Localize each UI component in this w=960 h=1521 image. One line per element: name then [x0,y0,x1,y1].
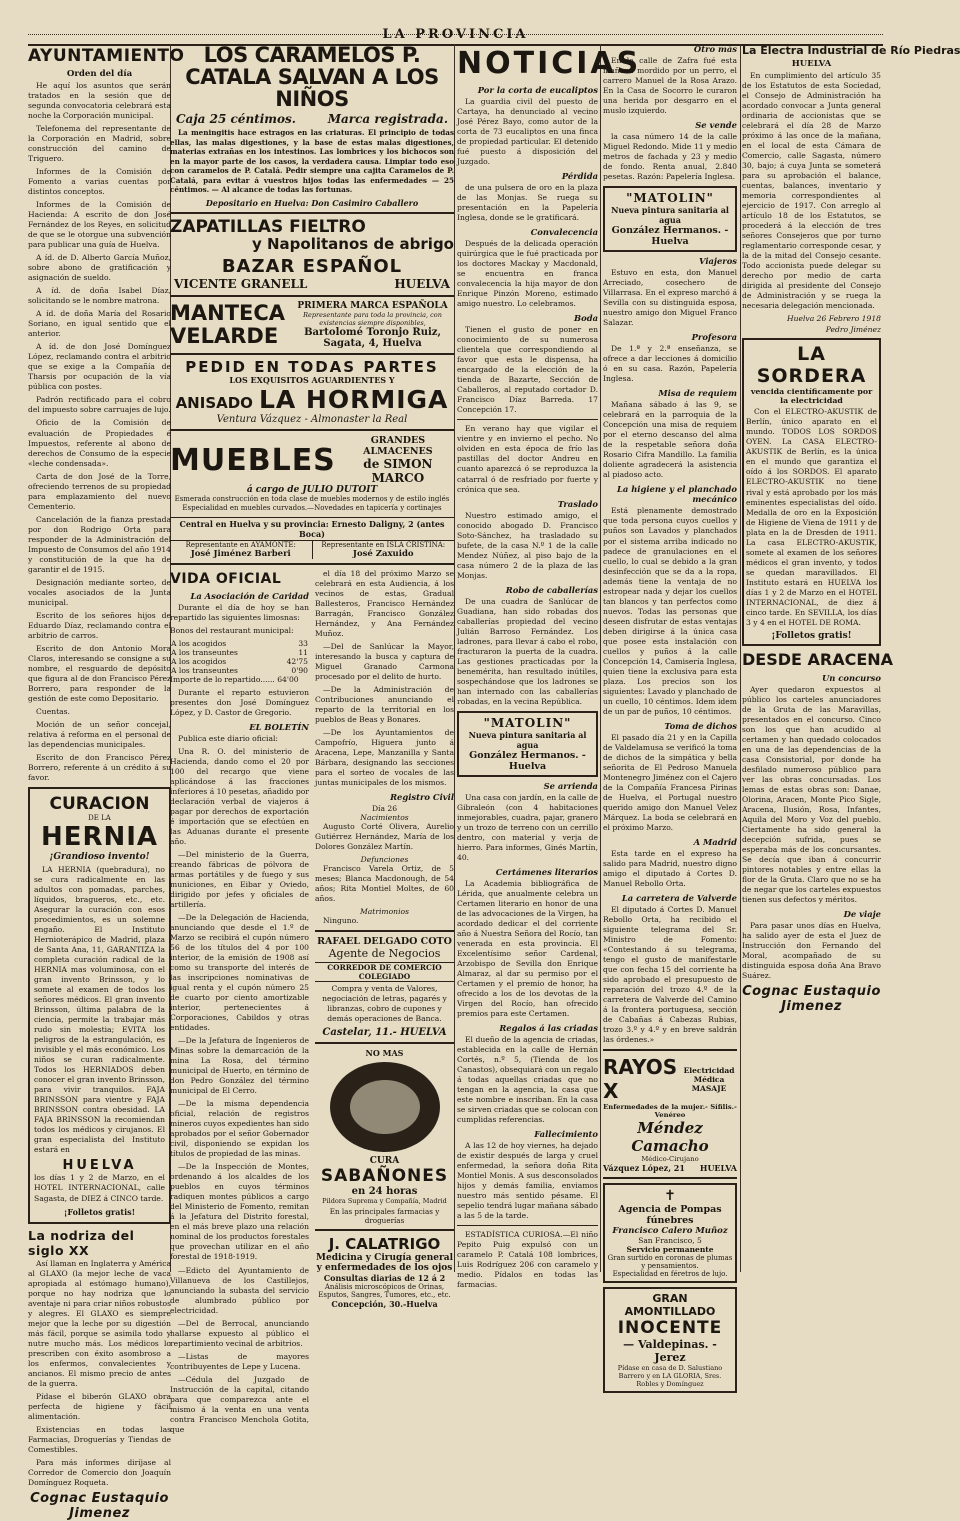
column-4 [600,44,740,1389]
ayuntamiento-heading: AYUNTAMIENTO [28,46,185,66]
representantes-row [170,541,454,559]
mid-paragraph: —De los Ayuntamientos de Campofrío, Higuera junto á Aracena, Lepe, Manzanilla y Santa Bárbara, designando las secciones para el sorteo de vocales de las juntas municipales de los mismos. [315,727,454,787]
coto-role: Agente de Negocios [328,947,441,961]
matolin-line: Nueva pintura sanitaria al agua [468,729,587,750]
divider [315,1229,454,1231]
caridad-close: Durante el reparto estuvieron presentes don José Domínguez López, y D. Castor de Gregorio. [170,687,309,717]
news-paragraph: Esta tarde en el expreso ha salido para Madrid, nuestro digno amigo el diputado á Cortes D. Manuel Rebollo Orta. [603,848,737,888]
muebles-header [170,435,454,485]
news-paragraph: Estuvo en esta, don Manuel Arreciado, cosechero de Villarrasa. En el expreso marchó á Sevilla con su distinguida esposa, nuestro amigo don Miguel Franco Salazar. [603,268,737,328]
news-paragraph: A las 12 de hoy viernes, ha dejado de existir después de larga y cruel enfermedad, la señora doña Rita Montiel Monis. A sus desconsolados hijos y demás familia, enviamos nuestro más sentido pésame. El sepelio tendrá lugar mañana sábado a las 5 de la tarde. [457,1141,598,1221]
news-paragraph: En la calle de Zafra fué esta mañana mordido por un perro, el carrero Manuel de la Rosa Arazo. En la Casa de Socorro le curaron una herida por desgarro en el muslo izquierdo. [603,56,737,116]
mid-paragraph: —Del de Sanlúcar la Mayor, interesando la busca y captura de Miguel Granado Carmona procesado por el delito de hurto. [315,641,454,681]
caridad-bonos: Bonos del restaurant municipal: [170,625,294,635]
pompas-coronas: Gran surtido en coronas de plumas y pensamientos. [607,1254,733,1271]
castelar-address: Castelar, 11.- HUELVA [322,1027,447,1039]
rep-cristina [313,541,455,559]
news-paragraph: la casa número 14 de la calle Miguel Redondo. Mide 11 y medio metros de fachada y 23 y medio de fondo. Renta anual, 2.840 pesetas. Razón: Papelería Inglesa. [603,132,737,182]
muebles-word: MUEBLES [170,442,336,478]
table-cell: 11 [298,647,308,657]
news-heading: Toma de dichos [664,720,737,731]
mendez-street: Vázquez López, 21 [603,1163,685,1174]
hernia-title: CURACION [49,794,150,815]
orden-del-dia-heading: Orden del día [66,69,133,79]
boletin-paragraph: Publica este diario oficial: [178,733,278,743]
news-heading: Robo de caballerías [505,584,598,595]
industrial-body: En cumplimiento del artículo 35 de los Estatutos de esta Sociedad, el Consejo de Administración ha acordado convocar a Junta general ordinaria de accionistas que se celebrará el día 28 de Marzo próximo á las once de la mañana, en el local de esta Cámara de Comercio, calle Sagasta, número 30, bajo; á cuya Junta se someterá para su aprobación el balance, cuentas, balances, inventario y memoria correspondientes al ejercicio de 1917. Con arreglo al artículo 18 de los Estatutos, se procederá á la elección de tres señores Consejeros que por turno reglamentario corresponde cesar, y la de la mitad del Consejo cesante. Todo accionista puede delegar su derecho por medio de carta dirigida al presidente del Consejo de Administración y se ruega la necesaria delegación mencionada. [742,71,881,311]
de-viaje-body: Para pasar unos días en Huelva, ha salido ayer de esta el Juez de Instrucción don Fernando del Moral, acompañado de su distinguida esposa doña Ana Bravo Suárez. [742,921,881,981]
registro-civil-heading: Registro Civil [390,791,454,802]
divider [315,1042,454,1044]
calatrigo-line-4: Análisis microscópicos de Orinas, Esputos, Sangres, Tumores, etc., etc. [318,1283,451,1300]
sordera-body: Con el ELECTRO-AKUSTIK de Berlín, único aparato en el mundo. TODOS LOS SORDOS OYEN. La CASA ELECTRO-AKUSTIK de Berlín, es la única en el mundo que garantiza el oído á los SORDOS. El aparato ELECTRO-AKUSTIK no tiene rival y está aprobado por los más eminentes especialistas del oído. Medalla de oro en la Exposición de Higiene de Viena de 1911 y de plata en la de Dresden de 1911. La casa ELECTRO-AKUSTIK, somete al examen de los señores médicos el gran invento, y todos se quedan maravillados. El Instituto estará en HUELVA los días 1 y 2 de Marzo en el HOTEL INTERNACIONAL, de diez á cinco tarde. En SEVILLA, los días 3 y 4 en el HOTEL DE ROMA. [746,407,877,627]
granell-name: VICENTE GRANELL [174,276,308,291]
aracena-subheading: Un concurso [822,672,881,683]
rayos-ad [603,1055,737,1103]
article-paragraph: A íd. de D. Alberto García Muñoz, sobre abono de gratificación y asignación de sueldo. [28,253,171,283]
enfermedades-line: Enfermedades de la mujer.- Sífilis.- Venéreo [603,1103,737,1120]
masthead [28,0,883,46]
industrial-signature: Pedro Jiménez [825,325,881,335]
news-heading: Viajeros [698,256,737,267]
rayos-side [681,1066,737,1093]
table-cell: A los transeuntes [171,647,238,657]
bazar-espanol: BAZAR ESPAÑOL [221,255,403,277]
table-row [170,639,309,648]
column-5 [740,44,960,1272]
article-paragraph: Padrón rectificado para el cobro del impuesto sobre carruajes de lujo. [28,395,171,415]
divider [603,1049,737,1051]
boletin-paragraph: —Edicto del Ayuntamiento de Villanueva de los Castillejos, anunciando la subasta del servicio de alumbrado público por electricidad. [170,1265,309,1315]
pompas-address: San Francisco, 5 [638,1236,702,1246]
industrial-title: La Electra Industrial de Río Piedras [742,44,960,57]
manteca-word: MANTECA [170,300,286,325]
news-paragraph: Mañana sábado á las 9, se celebrará en la parroquia de la Concepción una misa de requiem por el eterno descanso del alma de la respetable señora doña Rosario Cifra Mandillo. La familia doliente agradecerá la asistencia al piadoso acto. [603,400,737,480]
rep-cristina-name: José Zaxuido [352,548,414,559]
divider [457,419,598,420]
nacimientos-text: Augusto Corté Olivera, Aurelio Gutiérrez Hernández, María de los Dolores González Martín. [315,821,454,851]
news-heading: Misa de requiem [658,388,737,399]
news-heading: Certámenes literarios [495,866,598,877]
divider [457,1225,598,1226]
rayos-word: RAYOS X [603,1055,678,1104]
boletin-paragraph: —Del de Berrocal, anunciando hallarse expuesto al público el repartimiento vecinal de arbitrios. [170,1318,309,1348]
matrimonios-text: Ninguno. [323,916,359,926]
news-paragraph: ESTADÍSTICA CURIOSA.—El niño Pepito Puig expulsó con un caramelo P. Catalá 108 lombrices, Luis Rodríguez 206 con caramelo y medio. Pídalos en todas las farmacias. [457,1230,598,1290]
news-heading: Traslado [557,498,598,509]
mendez-city: HUELVA [699,1163,737,1174]
caridad-heading: La Asociación de Caridad [190,590,309,601]
central-line: Central en Huelva y su provincia: Ernesto Daligny, 2 (antes Boca) [170,517,454,541]
representante-text: Representante para toda la provincia, con existencias siempre disponibles, [303,310,442,327]
amontillado-line: GRAN AMONTILLADO [624,1292,716,1319]
news-heading: Se vende [695,120,737,131]
hernia-slogan: ¡Grandioso invento! [49,852,150,863]
table-cell: 42'75 [286,656,308,666]
medico-line: Médico-Cirujano [641,1155,699,1164]
caramelos-depositario: Depositario en Huelva: Don Casimiro Caballero [205,197,419,208]
manteca-info [291,301,454,349]
hernia-de-la: DE LA [88,814,111,823]
news-heading: Profesora [691,332,737,343]
article-paragraph: Informes de la Comisión de Hacienda: A escrito de don José Fernández de los Reyes, en solicitud de que se le otorgue una subvención para publicar una guía de Huelva. [28,200,171,250]
mendez-address [603,1163,737,1173]
hernia-word: HERNIA [40,822,159,853]
mid-paragraph: el día 18 del próximo Marzo se celebrará en esta Audiencia, á los vecinos de estas, Gradual Ballesteros, Francisco Hernández Barragán, Francisco González Hernández, y Ana Fernández Muñoz. [315,568,454,638]
paper-title: LA PROVINCIA [382,27,529,42]
table-cell: A los transeuntes [171,665,238,675]
article-paragraph: Oficio de la Comisión de evaluación de Propiedades é Impuestos, referente al abono de derechos de Consumo de la especie «leche condensada». [28,418,171,468]
news-paragraph: De una cuadra de Sanlúcar de Guadiana, han sido robadas dos caballerías propiedad del vecino Julián Barroso Fernández. Los ladrones, para llevar á cabo el robo, fracturaron la puerta de la cuadra. Las gestiones practicadas por la benemérita, han resultado inútiles, sospechándose que los ladrones se han internado con las caballerías robadas, en la vecina República. [457,596,598,706]
boletin-paragraph: —De la Jefatura de Ingenieros de Minas sobre la demarcación de la mina La Rosa, del término municipal de Huerto, en término de don Pedro González del término municipal de El Cerro. [170,1036,309,1096]
toronjo-address: Bartolomé Toronjo Ruiz, Sagata, 4, Huelva [304,326,441,349]
news-paragraph: El pasado día 21 y en la Capilla de Valdelamusa se verificó la toma de dichos de la simpática y bella señorita de El Pedroso Manuela Montenegro Jiménez con el Cajero de la Compañía Francesa Pirinas de Huelva, el Portugal nuestro querido amigo don Manuel Velez Márquez. La boda se celebrará en el próximo Marzo. [603,732,737,832]
anisado-word: ANISADO [175,394,253,413]
news-paragraph: En verano hay que vigilar el vientre y en invierno el pecho. No olviden en esta época de frío las pastillas del doctor Andreu en cuanto aparezcá ó se reproduzca la catarral ó de resfriado por fuerte y crónica que sea. [457,424,598,494]
news-paragraph: Está plenamente demostrado que toda persona cuyos cuellos y puños son Lavados y planchados por el sistema arriba indicado no padece de granulaciones en el cuello, lo cual se debido a la gran desinfección que se da a la ropa, además tiene la ventaja de no estropear nada y dejar los cuellos tan blancos y tan perfectos como nuevos. Todas las personas que deseen disfrutar de estas ventajas deben dirigirse á la única casa que posee esta instalación con cuellos y puños á la calle Concepción 14, Camisería Inglesa, quien tiene la exclusiva para esta plaza. Los precios son los siguientes: Lavado y planchado de un cuello, 10 céntimos. Idem idem de un par de puños, 10 céntimos. [603,506,737,716]
article-paragraph: Telefonema del representante de la Corporación en Madrid, sobre construcción del camino de Triguero. [28,124,171,164]
boletin-paragraph: —Del ministerio de la Guerra, creando fábricas de pólvora de armas portátiles y de fuego y sus municiones, en Eibar y Oviedo, dirigido por jefes y oficiales de artillería. [170,849,309,909]
news-paragraph: Una casa con jardín, en la calle de Gibraleón (con 4 habitaciones inmejorables, cuadra, pajar, granero y un trozo de terreno con un cerrillo dentro, con material y verja de hierro. Para informes, Ginés Martín, 40. [457,792,598,862]
registro-dia: Día 26 [371,803,398,813]
divider [603,1177,737,1179]
table-cell: A los acogidos [171,638,227,648]
divider [170,212,454,214]
divider [170,295,454,297]
table-row [170,648,309,657]
pompas-ad [603,1183,737,1283]
nodriza-heading: La nodriza del siglo XX [28,1227,135,1258]
news-paragraph: Después de la delicada operación quirúrgica que le fué practicada por los doctores Mackay y Macdonald, se encuentra en franca convalecencia la hija mayor de don Enrique Pinzón Moreno, estimado amigo nuestro. Lo celebramos. [457,239,598,309]
boletin-paragraph: —Listas de mayores contribuyentes de Lepe y Lucena. [170,1351,309,1371]
vida-oficial-right [315,569,454,1438]
zapatillas-line-1: ZAPATILLAS FIELTRO [170,216,366,237]
column-2 [170,43,454,1434]
boletin-heading: EL BOLETÍN [249,721,309,732]
pompas-service: Servicio permanente [626,1245,714,1255]
mendez-name: Méndez Camacho [631,1119,709,1156]
table-cell: A los acogidos [171,656,227,666]
industrial-date: Huelva 26 Febrero 1918 [786,314,881,324]
article-paragraph: Cancelación de la fianza prestada por don Rodrigo Orta para responder de la Administración del Impuesto de Consumos del año 1914 y constitución de la que ha de garantir el de 1915. [28,514,171,574]
nodriza-paragraph: Existencias en todas las Farmacias, Droguerías y Tiendas de Comestibles. [28,1424,171,1454]
aracena-heading: DESDE ARACENA [742,649,894,669]
news-paragraph: Nuestro estimado amigo, el conocido abogado D. Francisco Soto-Sánchez, ha trasladado su bufete, de la casa N.º 1 de la calle Mendez Núñez, al piso bajo de la casa número 2 de la plaza de las Monjas. [457,510,598,580]
news-paragraph: El diputado á Cortes D. Manuel Rebollo Orta, ha recibido el siguiente telegrama del Sr. Ministro de Fomento: «Contestando á su telegrama, tengo el gusto de manifestarle que con fecha 15 del corriente ha sido aprobado el presupuesto de reparación del trozo 4.º de la carretera de Valverde del Camino á la frontera portuguesa, sección de Cabañas á Cabezas Rubias, trozo 3.º y 4.º y en breve saldrán las órdenes.» [603,905,737,1045]
article-paragraph: A íd. de doña María del Rosario Soriano, en igual sentido que el anterior. [28,309,171,339]
coto-name: RAFAEL DELGADO COTO [317,936,452,948]
news-heading: La higiene y el planchado mecánico [616,484,737,505]
pompas-owner: Francisco Calero Muñoz [612,1226,728,1237]
rep-ayamonte [170,541,313,559]
mid-paragraph: —De la Administración de Contribuciones anunciando el reparto de la territorial en los pueblos de Beas y Bonares. [315,684,454,724]
rep-ayamonte-label: Representante en AYAMONTE: [185,540,296,549]
exquisitos-line: LOS EXQUISITOS AGUARDIENTES Y [229,375,395,386]
sabanones-foot: En las principales farmacias y droguerías [329,1207,440,1226]
sabanones-word: SABAÑONES [320,1166,449,1187]
corredor-line: CORREDOR DE COMERCIO COLEGIADO [315,962,454,982]
divider [170,353,454,355]
sordera-ad [742,338,881,645]
primera-marca: PRIMERA MARCA ESPAÑOLA [297,300,448,311]
table-row [170,657,309,666]
vida-oficial-heading: VIDA OFICIAL [170,570,282,587]
cross-icon: ✝ [664,1188,676,1205]
sabanones-cura: CURA [369,1156,400,1167]
marco-line: de SIMON MARCO [363,457,433,486]
calatrigo-line-2: y enfermedades de los ojos [316,1263,453,1274]
matolin-ad [457,711,598,777]
calatrigo-line-3: Consultas diarias de 12 á 2 [323,1273,446,1284]
news-paragraph: El dueño de la agencia de criadas, establecida en la calle de Hernán Cortés, n.º 5, (Tienda de los Canastos), obsequiará con un regalo á todas aquellas criadas que no tengan en la agencia, la casa que este nombre e inscriban. En la casa se sirven criadas que se colocan con cumplidas referencias. [457,1035,598,1125]
grandes-almacenes [342,435,454,485]
sordera-title: LA SORDERA [756,343,867,388]
industrial-city: HUELVA [791,59,832,69]
matolin-title: "MATOLIN" [626,191,714,206]
sabanones-hours: en 24 horas [351,1186,418,1198]
news-heading: La carretera de Valverde [621,893,737,903]
column-1 [28,44,185,1521]
de-viaje-heading: De viaje [843,909,881,920]
vida-oficial-section [170,569,454,1438]
hormiga-row [170,385,454,414]
muebles-body: Esmerada construcción en toda clase de muebles modernos y de estilo inglés Especialidad en muebles curvados.—Novedades en tapicería y cortinajes [174,495,450,513]
news-paragraph: Tienen el gusto de poner en conocimiento de su numerosa clientela que correspondiendo al favor que esta le dispensa, ha encargado de la elección de la tienda de Bazarte, Sección de Caballeros, al reputado cortador D. Francisco Díaz Barreda. 17 Concepción 17. [457,325,598,415]
matolin-maker: González Hermanos. - Huelva [611,225,729,248]
sabanones-top: NO MAS [365,1048,404,1059]
caramelos-body: La meningitis hace estragos en las criaturas. El principio de todas ellas, las malas digestiones, y la base de estas malas digestiones, materias extrañas en los intestinos. Las lombrices y los bichocos son en la mayor parte de los casos, la verdadera causa. Limpiar todo eso con caramelos de P. Catalá. Pedir siempre una cajita Caramelos de P. Catalá, para evitar á vuestros hijos todas las enfermedades — 25 céntimos. — Al alcance de todas las fortunas. [170,128,454,195]
pidase-line: Pídase en casa de D. Salustiano Barrero y en LA GLORIA, Sres. Robles y Domínguez [617,1364,723,1389]
valdepinas-line: — Valdepinas. - Jerez [623,1338,717,1365]
article-paragraph: He aquí los asuntos que serán tratados en la sesión que de segunda convocatoria celebrará esta noche la Corporación municipal. [28,81,171,121]
calatrigo-name: J. CALATRIGO [328,1235,441,1254]
calatrigo-line-1: Medicina y Cirugía general [316,1253,453,1264]
cognac-ad: Cognac Eustaquio Jimenez [742,984,881,1015]
news-heading: Pérdida [561,171,598,182]
article-paragraph: Escrito de los señores hijos de Eduardo Díaz, reclamando contra el arbitrio de carros. [28,610,171,640]
article-paragraph: Designación mediante sorteo, de vocales asociados de la Junta municipal. [28,577,171,607]
news-paragraph: De 1.ª y 2.ª enseñanza, se ofrece a dar lecciones á domicilio ó en su casa. Razón, Papelería Inglesa. [603,344,737,384]
article-paragraph: Informes de la Comisión de Fomento a varias cuentas por distintos conceptos. [28,167,171,197]
hernia-city: HUELVA [62,1158,137,1174]
boletin-paragraph: —Cédula del Juzgado de Instrucción de la capital, citando para que comparezca ante el mismo á la venta en una venta contra Francisco Menchola Gotita, que [170,1374,309,1434]
news-heading: Se arrienda [543,780,598,791]
article-paragraph: Escrito de don Francisco Pérez Borrero, referente á un crédito á su favor. [28,752,171,782]
article-paragraph: Cuentas. [36,706,70,716]
masaje-line: MASAJE [691,1083,727,1093]
cognac-ad: Cognac Eustaquio Jimenez [30,1490,169,1521]
zapatillas-line-2: y Napolitanos de abrigo [251,235,454,254]
matolin-title: "MATOLIN" [483,715,572,730]
table-cell: 0'90 [291,665,308,675]
ventura-line: Ventura Vázquez - Almonaster la Real [216,414,408,426]
sabanones-illustration [330,1062,440,1152]
granell-city: HUELVA [394,276,450,291]
sordera-subtitle: vencida científicamente por la electricidad [750,387,873,406]
article-paragraph: A íd. de doña Isabel Díaz, solicitando se le nombre matrona. [28,286,171,306]
caramelos-row [176,112,448,126]
boletin-paragraph: —De la misma dependencia oficial, relación de registros mineros cuyos expedientes han sido aprobados por el señor Gobernador civil, disponiendo se expidan los títulos de propiedad de las minas. [170,1099,309,1159]
dutoit-line: á cargo de JULIO DUTOIT [246,485,378,496]
article-paragraph: Moción de un señor concejal, relativa á reforma en el personal de las dependencias municipales. [28,719,171,749]
vida-oficial-left [170,569,309,1438]
news-heading: A Madrid [693,836,737,847]
defunciones-text: Francisco Varela Ortiz, de 5 meses; Blanca Macdonough, de 54 años; Rita Montiel Moltes, de 60 años. [315,863,454,904]
noticias-heading: NOTICIAS [457,46,642,81]
hernia-ad [28,787,171,1224]
caramelos-caja: Caja 25 céntimos. [176,112,296,127]
amontillado-ad [603,1287,737,1393]
nacimientos-heading: Nacimientos [360,812,409,822]
inocente-line: INOCENTE [617,1318,723,1339]
manteca-ad [170,301,454,349]
calatrigo-line-5: Concepción, 30.-Huelva [331,1299,438,1310]
boletin-paragraph: —De la Inspección de Montes, ordenando á los alcaldes de los pueblos en cuyos términos radiquen montes públicos a cargo del Ministerio de Fomento, remitan á la Jefatura del Distrito forestal, en el más breve plazo una relación nominal de los productos forestales que provechan utilizar en el año forestal de 1918-1919. [170,1162,309,1262]
hernia-folletos: ¡Folletos gratis! [63,1206,136,1217]
velarde-word: VELARDE [170,323,279,348]
hernia-body: LA HERNIA (quebradura), no se cura radicalmente en las adultos con pomadas, parches, líquidos, bragueros, etc., etc. Asegurar la curación con esos procedimientos, es un solemne engaño. El Instituto Hernioterápico de Madrid, plaza de Santa Ana, 11, GARANTIZA la completa curación radical de la HERNIA mas voluminosa, con el gran invento Brinsson, y lo somete al examen de todos los señores médicos. El gran invento Brinsson, última palabra de la ciencia, permite la trabajar más rudo sin molestia; EVITA los peligros de la estrangulación, es invisible y el más económico. Los niños se curan radicalmente. Todos los HERNIADOS deben conocer el gran invento Brinsson, para vivir tranquilos. FAJA BRINSSON para vientre y FAJA BRINSSON contra obesidad. LA FAJA BRINSSON la recomiendan todos los médicos y cirujanos. El gran especialista del Instituto estará en [34,865,165,1155]
corredor-body: Compra y venta de Valores, negociación de letras, pagarés y libranzas, cobro de cupones y demás operaciones de Banca. [322,984,447,1024]
caridad-importe: Importe de lo repartido...... 64'00 [170,674,299,684]
nodriza-paragraph: Para más informes diríjase al Corredor de Comercio don Joaquín Domínguez Roqueta. [28,1457,171,1487]
aracena-body: Ayer quedaron expuestos al público los carteles anunciadores de la Gruta de las Maravillas, presentados en el concurso. Cinco son los que han acudido al certamen y han quedado colocados en una de las dependencias de la casa Consistorial, por donde ha desfilado numeroso público para ver las obras concursadas. Los lemas de estas obras son: Danae, Olorina, Aracen, Monte Pico Sigle, Aracena, Ilusión, Rosa, Infantes, Aquila del Moro y Voz del pueblo. Ciertamente ha sido general la decepción sufrida, pues se esperaba más de los concursantes. Se decía que iban á concurrir pintores notables y entre ellas la flor de la Gruta. Claro que no se ha de negar que los carteles expuestos tienen sus defectos y méritos. [742,684,881,905]
caramelos-marca: Marca registrada. [327,112,448,127]
nodriza-paragraph: Así llaman en Inglaterra y América al GLAXO (la mejor leche de vaca apropiada al estómago humano), porque no hay nodriza que lo aventaje ni para criar niños robustos y alegres. El GLAXO es siempre mejor que la leche por su digestión más fácil, porque se asimila todo y nutre mucho más. Los médicos lo prescriben con éxito asombroso a los enfermos, convalecientes y ancianos. El mismo precio de antes de la guerra. [28,1258,171,1388]
news-heading: Boda [574,313,598,324]
article-paragraph: Carta de don José de la Torre, ofreciendo terrenos de su propiedad para emplazamiento del nuevo Cementerio. [28,471,171,511]
matrimonios-heading: Matrimonios [360,907,409,917]
manteca-brand [170,302,285,348]
boletin-paragraph: —De la Delegación de Hacienda, anunciando que desde el 1.º de Marzo se recibirá el cupón número 56 de los títulos del 4 por 100 interior, de la emisión de 1908 así como su transporte del interés de las inscripciones nominativas de igual renta y el cupón número 25 de cuarto por ciento amortizable interior, pertenecientes á Corporaciones, Cabildos y otras entidades. [170,912,309,1033]
matolin-line: Nueva pintura sanitaria al agua [611,205,729,226]
divider [315,930,454,932]
article-paragraph: Escrito de don Antonio Mora Claros, interesando se consigne a su nombre, el resguardo de depósito que figura al de don Francisco Pérez Borrero, para responder de la gestión de este como Depositario. [28,643,171,703]
news-heading: Por la corta de eucaliptos [477,85,598,95]
electricidad-line: Electricidad Médica [683,1065,735,1084]
matolin-maker: González Hermanos. - Huelva [469,749,586,772]
news-paragraph: de una pulsera de oro en la plaza de las Monjas. Se ruega su presentación en la Papelería Inglesa, donde se le gratificará. [457,183,598,223]
article-paragraph: A íd. de don José Domínguez López, reclamando contra el arbitrio que se exige a la Compañía de Tharsis por ocupación de la vía pública con postes. [28,342,171,392]
defunciones-heading: Defunciones [360,854,409,864]
rep-ayamonte-name: José Jiménez Barberi [190,548,291,559]
news-heading: Regalos á las criadas [499,1023,598,1034]
news-heading: Fallecimiento [534,1129,598,1140]
pompas-feretros: Especialidad en féretros de lujo. [612,1270,728,1279]
sabanones-sub: Pildora Suprema y Compañía, Madrid [322,1197,447,1206]
rep-cristina-label: Representante en ISLA CRISTINA: [321,540,446,549]
caridad-table [170,639,309,675]
pedid-heading: PEDID EN TODAS PARTES [185,357,439,376]
matolin-ad-2 [603,186,737,252]
hernia-dates: los días 1 y 2 de Marzo, en el HOTEL INTERNACIONAL, calle Sagasta, de DIEZ á CINCO tarde. [34,1173,165,1203]
bazar-owner-row [174,277,450,291]
hormiga-word: LA HORMIGA [258,385,449,415]
nodriza-paragraph: Pídase el biberón GLAXO obra perfecta de higiene y fácil alimentación. [28,1391,171,1421]
divider [170,429,454,431]
otro-mas-heading: Otro más [693,44,737,54]
news-paragraph: La Academia bibliográfica de Lérida, que anualmente celebra un Certamen literario en honor de una de las advocaciones de la Virgen, ha acordado dedicar el del corriente año á Nuestra Señora del Rocío, tan venerada en esta provincia. El Excelentísimo señor Cardenal, Arzobispo de Sevilla don Enrique Almaraz, al dar su permiso por el Certamen y el premio de honor, ha ofrecido a los de los devotas de la Virgen del Rocío, han ofrecido premios para este Certamen. [457,878,598,1019]
pompas-title: Agencia de Pompas fúnebres [618,1204,722,1227]
table-row [170,666,309,675]
news-heading: Convalecencia [530,227,598,238]
news-paragraph: La guardia civil del puesto de Cartaya, ha denunciado al vecino José Pérez Bayo, como autor de la corta de 73 eucaliptos en una finca de propiedad particular. El detenido fué puesto á disposición del Juzgado. [457,97,598,167]
grandes-line: GRANDES ALMACENES [363,435,433,458]
divider [170,563,454,565]
sordera-folletos: ¡Folletos gratis! [771,630,852,641]
caridad-intro: Durante el día de hoy se han repartido las siguientes limosnas: [170,602,309,622]
caramelos-title: LOS CARAMELOS P. CATALA SALVAN A LOS NIÑOS [185,43,439,112]
table-cell: 33 [298,638,308,648]
boletin-paragraph: Una R. O. del ministerio de Hacienda, dando como el 20 por 100 del recargo que viene aplicándose á las fracciones inferiores á 10 pesetas, añadido por declaración verbal de viajeros á pagar por derechos de exportación é importación que se efectúen en las Aduanas durante el presente año. [170,746,309,846]
